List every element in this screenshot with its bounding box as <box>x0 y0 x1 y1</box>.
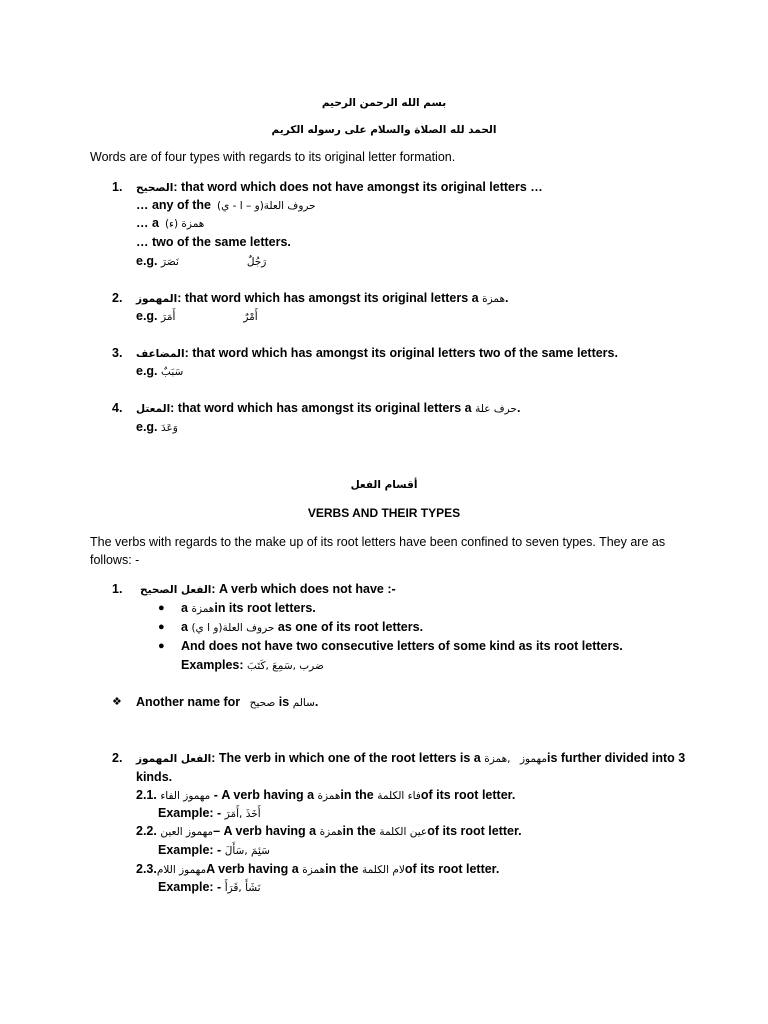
definition-text: : that word which does not have amongst its original letters … <box>173 180 543 194</box>
arabic-text: صحيح <box>249 697 276 709</box>
sub-text: … a <box>136 216 159 230</box>
arabic-text: مهموز <box>519 753 547 765</box>
arabic-text: سالم <box>292 697 315 709</box>
list-number: 2. <box>112 291 123 305</box>
verb-2-sub-2-example <box>158 841 270 861</box>
basmala-heading: بسم الله الرحمن الرحيم <box>321 97 447 109</box>
definition-text: : The verb in which one of the root letters is a <box>211 751 481 765</box>
arabic-text: مهموز الفاء <box>160 790 211 802</box>
arabic-text: مهموز العين <box>160 826 214 838</box>
example-words: سَئِمَ ,سَأَلَ <box>224 845 270 857</box>
example-word: سَبَبٌ <box>161 366 184 378</box>
definition-text: : A verb which does not have :- <box>211 582 396 596</box>
arabic-text: لام الكلمة <box>361 864 405 876</box>
punctuation: . <box>314 695 319 709</box>
arabic-term: المهموز <box>136 293 178 305</box>
examples-label: Examples: <box>181 658 244 672</box>
arabic-text: همزة <box>191 603 215 615</box>
sub-number: 2.1. <box>136 788 157 802</box>
word-type-2-examples <box>136 307 258 327</box>
list-number: 3. <box>112 346 123 360</box>
verb-1-examples <box>181 656 324 676</box>
section-title: VERBS AND THEIR TYPES <box>307 506 461 520</box>
sub-number: 2.3. <box>136 862 157 876</box>
eg-label: e.g. <box>136 254 158 268</box>
arabic-text: همزة, <box>484 753 511 765</box>
word-type-4-definition <box>136 399 520 419</box>
bullet-text: in its root letters. <box>214 601 316 615</box>
sub-text: of its root letter. <box>427 824 522 838</box>
sub-text: … any of the <box>136 198 212 212</box>
arabic-text: حروف العلة(و ا ي) <box>191 622 275 634</box>
word-type-1-definition <box>136 178 543 198</box>
sub-number: 2.2. <box>136 824 157 838</box>
word-type-4-examples <box>136 418 178 438</box>
arabic-text: همزة <box>482 293 506 305</box>
arabic-term: الفعل المهموز <box>136 753 212 765</box>
arabic-text: مهموز اللام <box>156 864 207 876</box>
word-type-1-sub-1 <box>136 196 316 216</box>
word-type-1-sub-2 <box>136 214 204 234</box>
verb-2-sub-2 <box>136 822 522 842</box>
example-label: Example: - <box>158 806 222 820</box>
verb-2-sub-1 <box>136 786 515 806</box>
eg-label: e.g. <box>136 309 158 323</box>
bullet-icon: ● <box>158 621 165 633</box>
verb-1-bullet-1 <box>181 599 316 619</box>
another-text: Another name for <box>136 695 241 709</box>
verbs-intro-line-2: follows: - <box>90 553 140 567</box>
eg-label: e.g. <box>136 420 158 434</box>
bullet-icon: ● <box>158 602 165 614</box>
sub-text: - A verb having a <box>213 788 315 802</box>
sub-text: in the <box>325 862 359 876</box>
arabic-text: همزة <box>319 826 343 838</box>
example-word: أَمْرٌ <box>243 311 258 323</box>
verbs-intro-line-1: The verbs with regards to the make up of its root letters have been confined to seven types. They are as <box>90 535 666 549</box>
section-arabic-title: أقسام الفعل <box>350 479 418 491</box>
arabic-text: حروف العلة(و – ا - ي) <box>217 200 316 212</box>
example-words: أَخَذَ ,أَمَرَ <box>224 808 261 820</box>
definition-text: : that word which has amongst its original letters a <box>177 291 479 305</box>
definition-text: : that word which has amongst its original letters a <box>170 401 472 415</box>
arabic-text: حرف علة <box>475 403 517 415</box>
another-text: is <box>278 695 290 709</box>
punctuation: . <box>505 291 509 305</box>
verb-2-definition-line-2: kinds. <box>136 770 173 784</box>
list-number: 4. <box>112 401 123 415</box>
verb-2-sub-3-example <box>158 878 261 898</box>
example-words: نَشَأَ ,قَرَأَ <box>224 882 261 894</box>
arabic-text: فاء الكلمة <box>377 790 421 802</box>
punctuation: . <box>516 401 521 415</box>
list-number: 2. <box>112 751 123 765</box>
definition-text: : that word which has amongst its original letters two of the same letters. <box>184 346 618 360</box>
example-words: ضرب ,سَمِعَ ,كَتَبَ <box>247 660 324 672</box>
verb-2-sub-3 <box>136 860 499 880</box>
example-word: نَصَرَ <box>161 256 179 268</box>
example-label: Example: - <box>158 843 222 857</box>
sub-text: A verb having a <box>206 862 299 876</box>
bullet-icon: ● <box>158 640 165 652</box>
verb-2-sub-1-example <box>158 804 261 824</box>
example-label: Example: - <box>158 880 222 894</box>
arabic-term: المضاعف <box>136 348 185 360</box>
verb-2-definition <box>136 749 685 769</box>
definition-text: is further divided into 3 <box>546 751 686 765</box>
word-type-3-examples <box>136 362 183 382</box>
word-type-1-sub-3: … two of the same letters. <box>136 235 291 249</box>
word-type-2-definition <box>136 289 509 309</box>
verb-1-definition <box>140 580 396 600</box>
arabic-text: عين الكلمة <box>379 826 428 838</box>
diamond-bullet-icon: ❖ <box>112 696 122 708</box>
word-type-3-definition <box>136 344 618 364</box>
verb-1-bullet-2 <box>181 618 423 638</box>
word-type-1-examples <box>136 252 266 272</box>
sub-text: of its root letter. <box>404 862 500 876</box>
sub-text: in the <box>342 824 376 838</box>
example-word: رَجُلٌ <box>246 256 267 268</box>
list-number: 1. <box>112 180 123 194</box>
list-number: 1. <box>112 582 123 596</box>
bullet-text: as one of its root letters. <box>277 620 424 634</box>
hamd-heading: الحمد لله الصلاة والسلام على رسوله الكريم <box>271 124 497 136</box>
arabic-term: الفعل الصحيح <box>140 584 212 596</box>
sub-text: of its root letter. <box>420 788 516 802</box>
intro-paragraph: Words are of four types with regards to its original letter formation. <box>90 150 456 164</box>
sub-text: – A verb having a <box>213 824 317 838</box>
sub-text: in the <box>340 788 374 802</box>
another-name-line <box>136 693 318 713</box>
example-word: وَعَدَ <box>161 422 178 434</box>
verb-1-bullet-3: And does not have two consecutive letters of some kind as its root letters. <box>181 639 623 653</box>
eg-label: e.g. <box>136 364 158 378</box>
arabic-term: الصحيح <box>136 182 174 194</box>
arabic-text: همزة <box>302 864 326 876</box>
arabic-text: همزة (ء) <box>164 218 205 230</box>
bullet-text: a <box>181 601 188 615</box>
example-word: أَمَرَ <box>161 311 176 323</box>
arabic-text: همزة <box>317 790 341 802</box>
bullet-text: a <box>181 620 188 634</box>
arabic-term: المعتل <box>136 403 171 415</box>
